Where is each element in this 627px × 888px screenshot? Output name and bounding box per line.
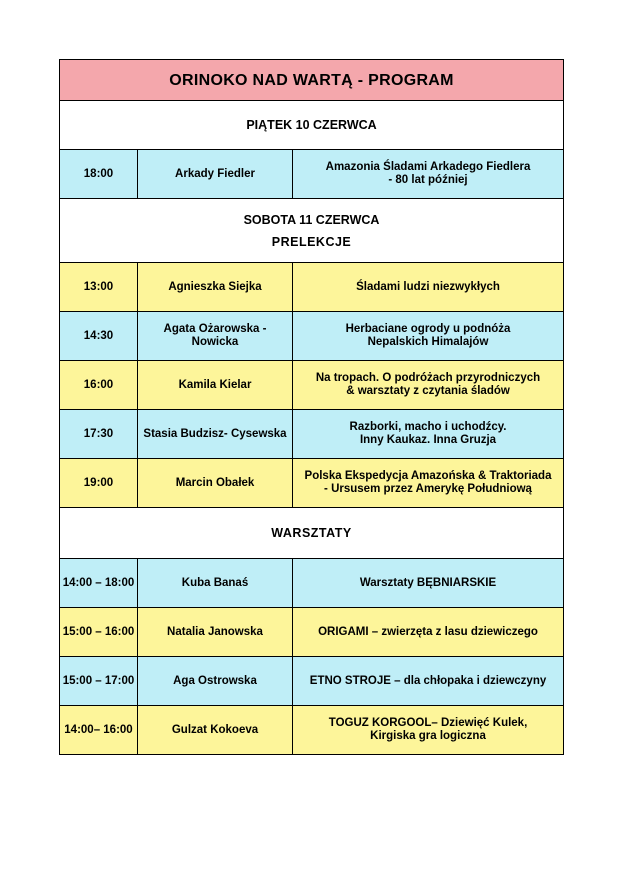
- topic-line-1: Amazonia Śladami Arkadego Fiedlera: [325, 161, 531, 173]
- program-table: [59, 59, 564, 755]
- time-cell: 13:00: [60, 263, 138, 312]
- topic-line-1: ORIGAMI – zwierzęta z lasu dziewiczego: [318, 625, 538, 638]
- topic-line-1: Śladami ludzi niezwykłych: [356, 280, 500, 293]
- topic-cell: [293, 459, 564, 508]
- section-row: [60, 101, 564, 150]
- day1-heading: PIĄTEK 10 CZERWCA: [60, 101, 564, 150]
- section-row: [60, 199, 564, 263]
- topic-line-1: Razborki, macho i uchodźcy.: [349, 421, 507, 433]
- time-cell: 16:00: [60, 361, 138, 410]
- schedule-row: [60, 706, 564, 755]
- speaker-cell: Kamila Kielar: [138, 361, 293, 410]
- section-row: [60, 508, 564, 559]
- schedule-row: [60, 150, 564, 199]
- schedule-row: [60, 608, 564, 657]
- schedule-row: [60, 312, 564, 361]
- time-cell: 15:00 – 16:00: [60, 608, 138, 657]
- topic-cell: [293, 312, 564, 361]
- topic-line-2: - Ursusem przez Amerykę Południową: [324, 483, 532, 495]
- program-title: ORINOKO NAD WARTĄ - PROGRAM: [60, 60, 564, 101]
- time-cell: 19:00: [60, 459, 138, 508]
- schedule-row: [60, 657, 564, 706]
- topic-line-2: - 80 lat później: [388, 174, 468, 186]
- schedule-row: [60, 410, 564, 459]
- time-cell: 14:30: [60, 312, 138, 361]
- topic-line-2: Inny Kaukaz. Inna Gruzja: [359, 434, 497, 446]
- topic-line-1: Warsztaty BĘBNIARSKIE: [359, 576, 497, 589]
- topic-line-1: Herbaciane ogrody u podnóża: [345, 323, 511, 335]
- speaker-cell: Natalia Janowska: [138, 608, 293, 657]
- time-cell: 18:00: [60, 150, 138, 199]
- schedule-row: [60, 263, 564, 312]
- speaker-cell: Gulzat Kokoeva: [138, 706, 293, 755]
- time-cell: 14:00– 16:00: [60, 706, 138, 755]
- topic-cell: [293, 657, 564, 706]
- topic-line-1: Na tropach. O podróżach przyrodniczych: [315, 372, 541, 384]
- schedule-row: [60, 459, 564, 508]
- topic-line-1: ETNO STROJE – dla chłopaka i dziewczyny: [309, 674, 547, 687]
- speaker-cell: Aga Ostrowska: [138, 657, 293, 706]
- topic-line-2: Kirgiska gra logiczna: [370, 730, 486, 742]
- speaker-cell: Kuba Banaś: [138, 559, 293, 608]
- lectures-heading: PRELEKCJE: [271, 234, 352, 249]
- speaker-cell: Agnieszka Siejka: [138, 263, 293, 312]
- section-heading: [60, 199, 564, 263]
- speaker-cell: Stasia Budzisz- Cysewska: [138, 410, 293, 459]
- day2-heading: SOBOTA 11 CZERWCA: [243, 212, 380, 227]
- topic-cell: [293, 150, 564, 199]
- schedule-row: [60, 361, 564, 410]
- topic-line-1: TOGUZ KORGOOL– Dziewięć Kulek,: [328, 717, 528, 729]
- speaker-cell: Agata Ożarowska - Nowicka: [138, 312, 293, 361]
- topic-line-2: Nepalskich Himalajów: [367, 336, 489, 348]
- topic-cell: [293, 608, 564, 657]
- topic-line-1: Polska Ekspedycja Amazońska & Traktoriada: [304, 470, 552, 482]
- section-heading: [60, 508, 564, 559]
- schedule-row: [60, 559, 564, 608]
- time-cell: 15:00 – 17:00: [60, 657, 138, 706]
- title-row: [60, 60, 564, 101]
- topic-cell: [293, 410, 564, 459]
- speaker-cell: Marcin Obałek: [138, 459, 293, 508]
- time-cell: 14:00 – 18:00: [60, 559, 138, 608]
- topic-line-2: & warsztaty z czytania śladów: [346, 385, 510, 397]
- topic-cell: [293, 559, 564, 608]
- workshops-heading: WARSZTATY: [271, 525, 352, 540]
- topic-cell: [293, 263, 564, 312]
- time-cell: 17:30: [60, 410, 138, 459]
- topic-cell: [293, 361, 564, 410]
- speaker-cell: Arkady Fiedler: [138, 150, 293, 199]
- topic-cell: [293, 706, 564, 755]
